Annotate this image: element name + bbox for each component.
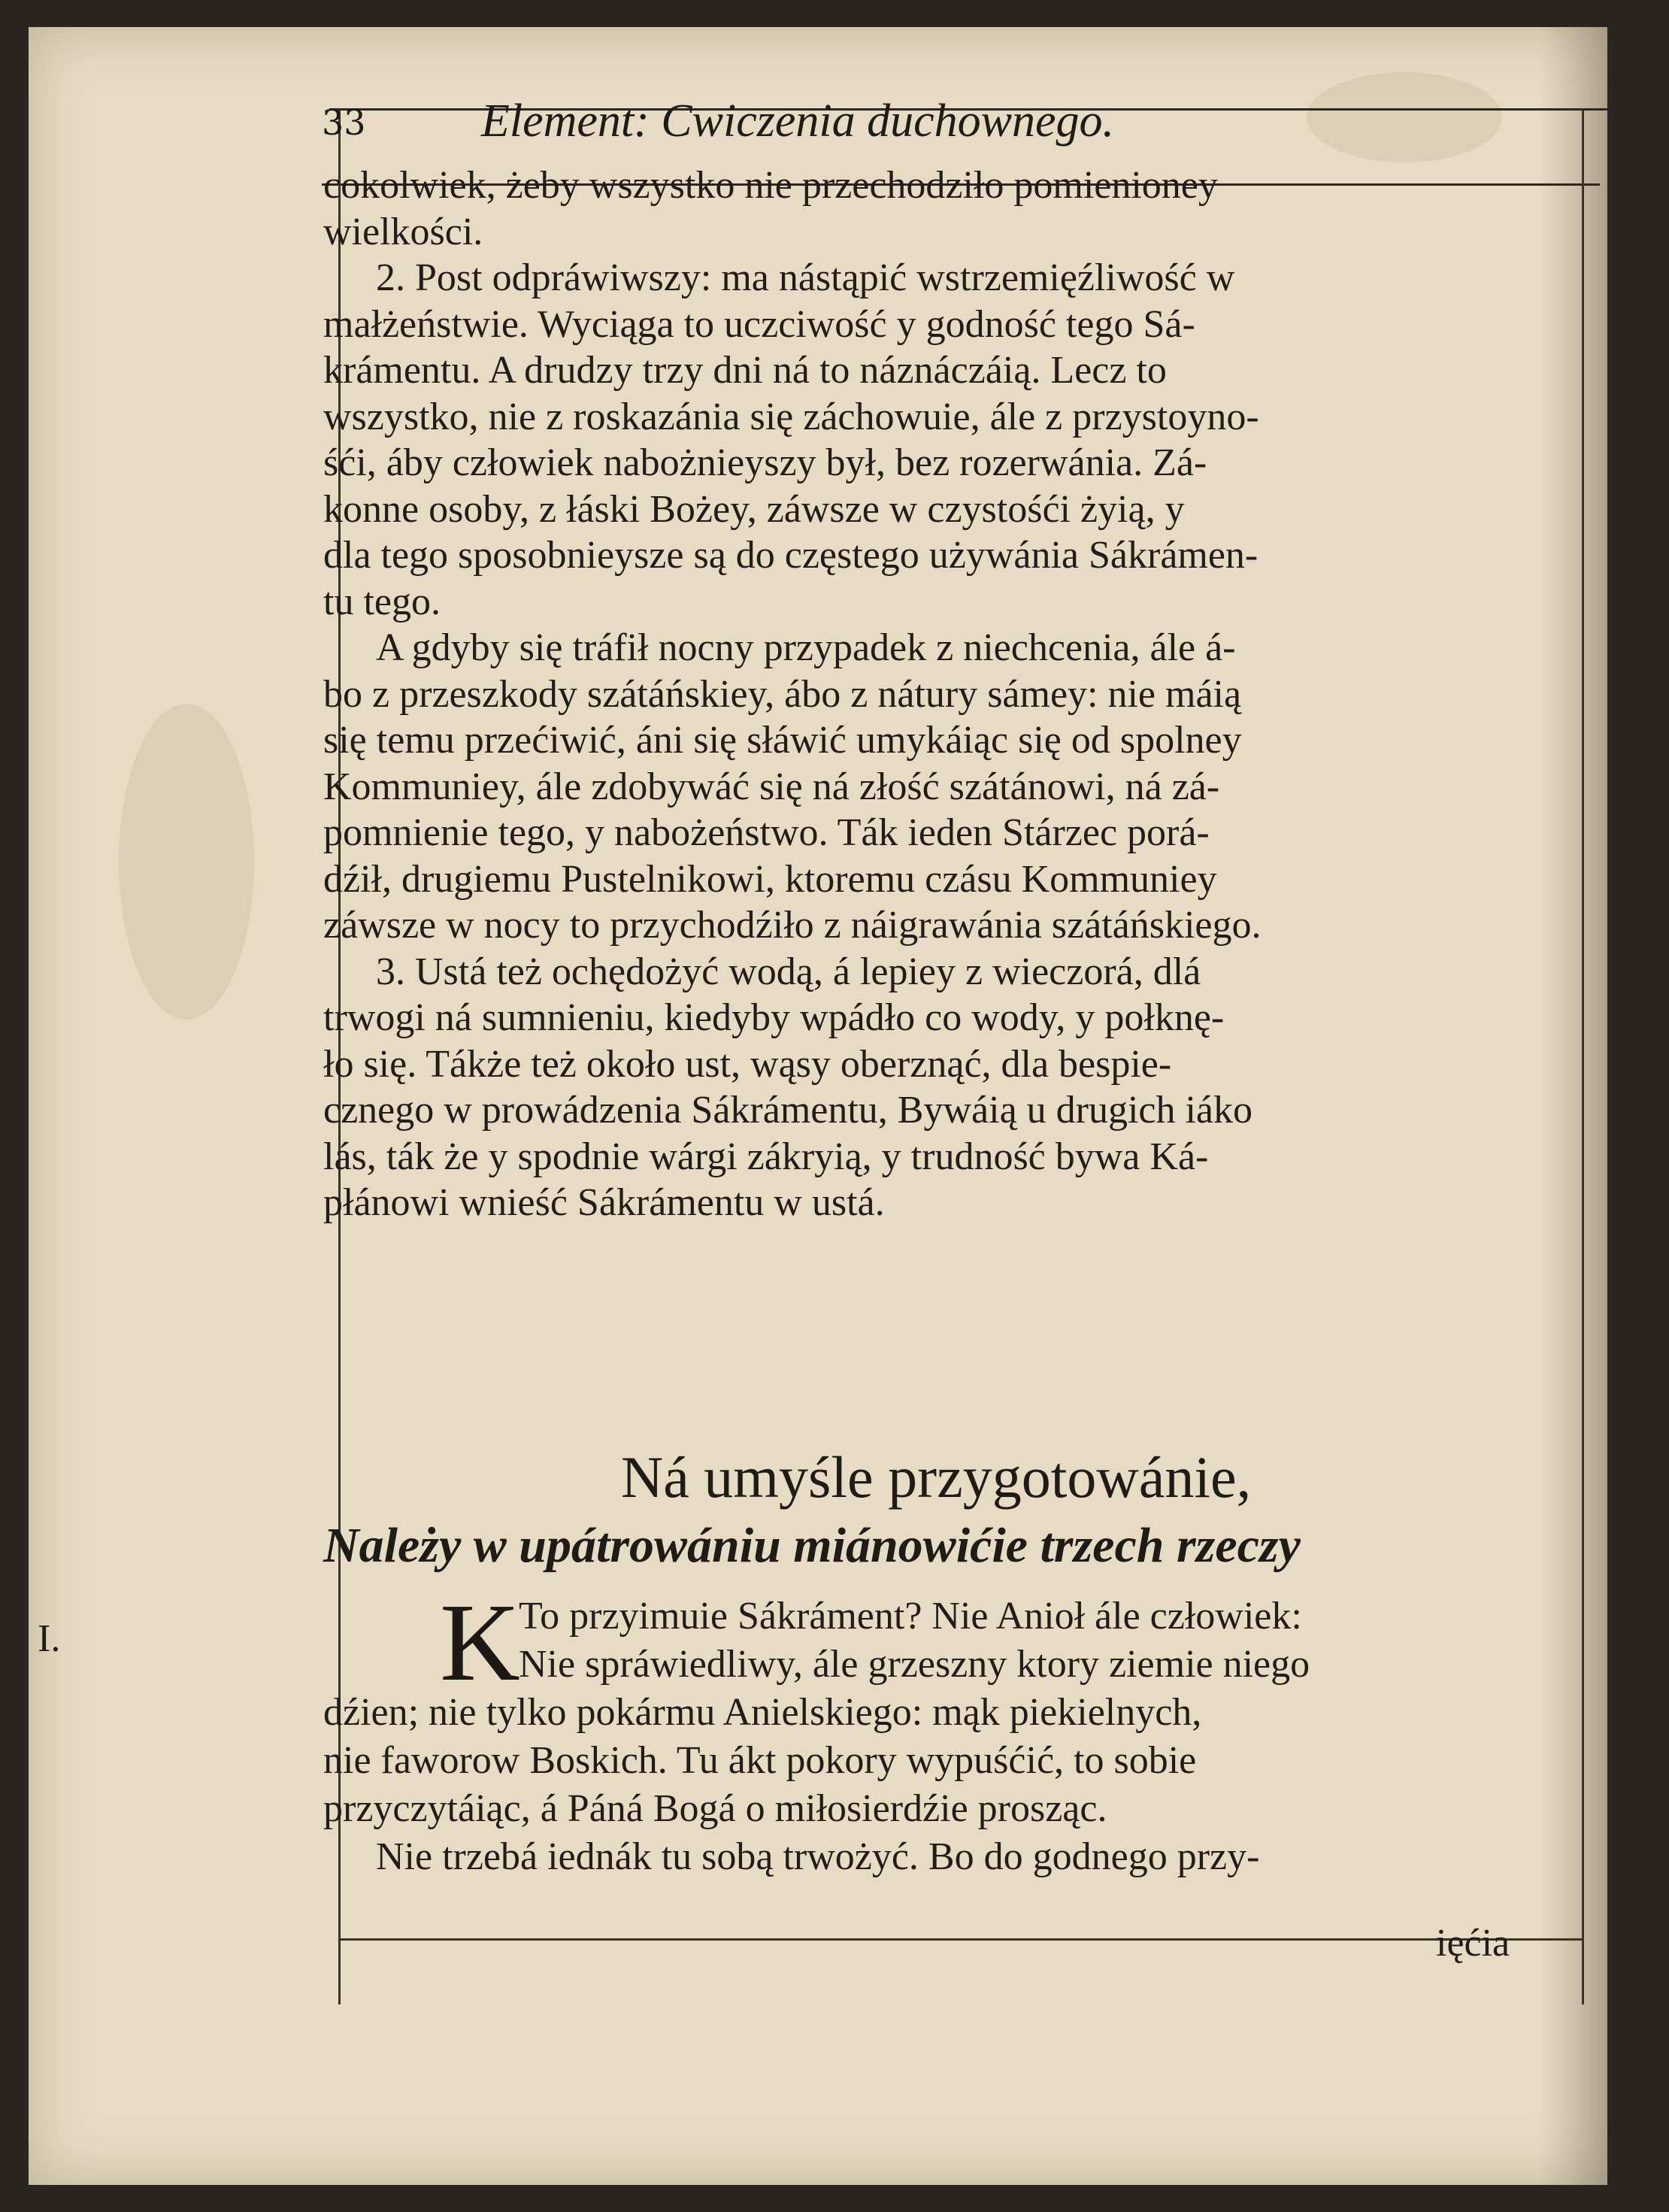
text-line: nie faworow Boskich. Tu ákt pokory wypuśćić, to sobie — [323, 1739, 1197, 1782]
catchword: ięćia — [1436, 1922, 1510, 1965]
section-text — [323, 1581, 1549, 1881]
text-line: się temu przećiwić, áni się słáwić umykáiąc się od spolney — [323, 719, 1242, 762]
text-line: Nie trzebá iednák tu sobą trwożyć. Bo do godnego przy- — [376, 1835, 1260, 1878]
text-line: Kommuniey, ále zdobywáć się ná złość szátánowi, ná zá- — [323, 765, 1220, 808]
text-line: śći, áby człowiek nabożnieyszy był, bez rozerwánia. Zá- — [323, 441, 1207, 484]
bottom-rule — [338, 1938, 1582, 1941]
text-line: konne osoby, z łáski Bożey, záwsze w czystośći żyią, y — [323, 487, 1185, 531]
body-text — [323, 162, 1549, 1226]
text-line: trwogi ná sumnieniu, kiedyby wpádło co wody, y połknę- — [323, 996, 1225, 1039]
running-head-title: Element: Cwiczenia duchownego. — [481, 95, 1114, 147]
text-line: bo z przeszkody szátáńskiey, ábo z nátury sámey: nie máią — [323, 672, 1242, 716]
section-number: I. — [38, 1617, 61, 1660]
text-line: tu tego. — [323, 580, 441, 623]
paper-stain — [119, 704, 254, 1020]
text-line: płánowi wnieść Sákrámentu w ustá. — [323, 1181, 885, 1224]
text-line: A gdyby się tráfił nocny przypadek z niechcenia, ále á- — [376, 626, 1236, 669]
section-heading: Ná umyśle przygotowánie, — [620, 1444, 1252, 1510]
text-line: cznego w prowádzenia Sákrámentu, Bywáią u drugich iáko — [323, 1089, 1253, 1132]
text-line: małżeństwie. Wyciąga to uczciwość y godność tego Sá- — [323, 302, 1195, 346]
text-line: To przyimuie Sákráment? Nie Anioł ále człowiek: — [519, 1595, 1302, 1638]
text-line: záwsze w nocy to przychodźiło z náigrawánia szátáńskiego. — [323, 904, 1262, 947]
page-spine-shadow — [1540, 27, 1607, 2185]
text-line: cokolwiek, żeby wszystko nie przechodziło pomienioney — [323, 164, 1218, 207]
text-line: 3. Ustá też ochędożyć wodą, á lepiey z wieczorá, dlá — [376, 950, 1201, 993]
text-line: ło się. Tákże też około ust, wąsy oberznąć, dla bespie- — [323, 1042, 1172, 1086]
text-line: dla tego sposobnieysze są do częstego używánia Sákrámen- — [323, 534, 1259, 577]
right-frame-rule — [1582, 110, 1584, 2004]
text-line: dźien; nie tylko pokármu Anielskiego: mąk piekielnych, — [323, 1691, 1202, 1734]
running-header — [316, 95, 1549, 155]
text-line: wielkości. — [323, 210, 483, 253]
section-subheading: Należy w upátrowániu miánowićie trzech rzeczy — [323, 1518, 1301, 1573]
text-line: krámentu. A drudzy trzy dni ná to náznáczáią. Lecz to — [323, 349, 1167, 392]
text-line: 2. Post odpráwiwszy: ma nástąpić wstrzemięźliwość w — [376, 256, 1235, 299]
text-line: lás, ták że y spodnie wárgi zákryią, y trudność bywa Ká- — [323, 1135, 1209, 1178]
drop-cap: K — [440, 1581, 520, 1704]
text-line: Nie spráwiedliwy, ále grzeszny ktory ziemie niego — [519, 1643, 1310, 1686]
page-number: 33 — [322, 102, 366, 143]
text-line: przyczytáiąc, á Páná Bogá o miłosierdźie prosząc. — [323, 1787, 1107, 1830]
text-line: wszystko, nie z roskazánia się záchowuie, ále z przystoyno- — [323, 395, 1259, 438]
text-line: pomnienie tego, y nabożeństwo. Ták ieden Stárzec porá- — [323, 811, 1210, 854]
text-line: dźił, drugiemu Pustelnikowi, ktoremu czásu Kommuniey — [323, 857, 1217, 901]
